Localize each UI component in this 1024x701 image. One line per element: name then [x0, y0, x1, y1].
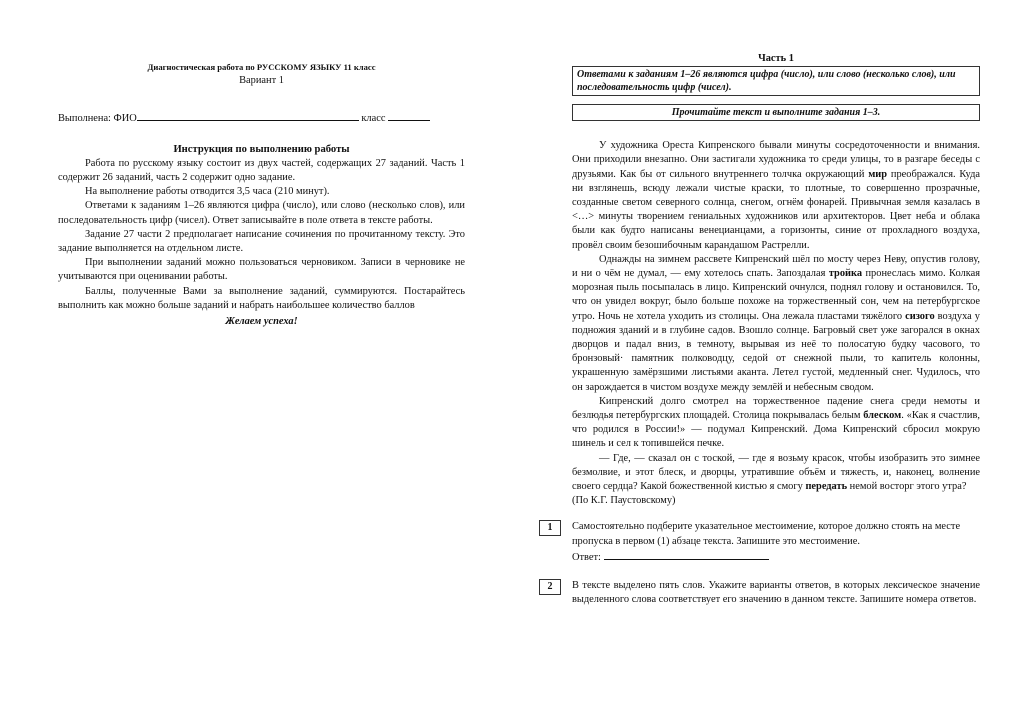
text-paragraph: [572, 139, 980, 253]
text-paragraph: [572, 452, 980, 495]
text-paragraph: [572, 253, 980, 395]
instruction-body: [58, 157, 465, 313]
class-label: класс: [361, 113, 386, 125]
task-1: [547, 520, 980, 565]
highlighted-word: передать: [805, 481, 848, 493]
task-number: 2: [539, 579, 561, 595]
document-title: Диагностическая работа по РУССКОМУ ЯЗЫКУ 11 класс: [147, 62, 376, 72]
fio-field[interactable]: [137, 110, 359, 121]
highlighted-word: блеском: [863, 410, 902, 422]
text-fragment: пронеслась мимо. Колкая морозная пыль посыпалась в лицо. Кипренский очнулся, поднял голову и остановился. То, что он увидел вокруг, было больше похоже на торжественный сон, чем на петербургское утро. Ночь не хотела уходить из столицы. Она лежала пластами тяжёлого: [572, 268, 980, 322]
text-paragraph: [572, 395, 980, 452]
text-fragment: У художника Ореста Кипренского бывали минуты сосредоточенности и внимания. Они приходили внезапно. Они застигали художника то среди улицы, то в разгаре беседы с друзьями. Как бы от сильного внутреннего толчка окружающий: [572, 140, 980, 180]
text-fragment: Кипренский долго смотрел на торжественное падение снега среди немоты и безлюдья петербургских площадей. Столица покрывалась белым: [572, 395, 980, 422]
instruction-title: Инструкция по выполнению работы: [173, 143, 350, 155]
answer-label: Ответ:: [572, 551, 601, 563]
task-text: Самостоятельно подберите указательное местоимение, которое должно стоять на месте пропуска в первом (1) абзаце текста. Запишите это местоимение.: [572, 521, 961, 547]
reading-text: [572, 139, 980, 508]
part-title: Часть 1: [758, 53, 794, 64]
instruction-paragraph: Задание 27 части 2 предполагает написание сочинения по прочитанному тексту. Это задание выполняется на отдельном листе.: [58, 228, 465, 255]
instruction-paragraph: Баллы, полученные Вами за выполнение заданий, суммируются. Постарайтесь выполнить как можно больше заданий и набрать наибольшее количество баллов: [58, 285, 465, 311]
text-fragment: преображался. Куда ни взглянешь, всюду лежали чистые краски, то плотные, то совершенно прозрачные, созданные светом северного солнца, снегом, огнём фонарей. Привычная земля казалась в <…> минуты творением гениальных художников или архитекторов. Цвет неба и облака были как будто написаны венецианцами, а горизонты, синие от прохладного воздуха, провёл своим безошибочным карандашом Растрелли.: [572, 168, 980, 251]
good-luck-text: Желаем успеха!: [225, 316, 298, 328]
answer-row: [572, 549, 980, 565]
text-fragment: немой восторг этого утра?: [847, 481, 967, 493]
text-author: (По К.Г. Паустовскому): [572, 495, 676, 507]
instruction-paragraph: Работа по русскому языку состоит из двух частей, содержащих 27 заданий. Часть 1 содержит 26 заданий, часть 2 содержит одно задание.: [58, 157, 465, 184]
answer-field[interactable]: [604, 549, 769, 560]
highlighted-word: тройка: [828, 268, 863, 280]
text-fragment: . «Как я счастлив, что родился в России!» — подумал Кипренский. Дома Кипренский сбросил мокрую шинель и сел к топившейся печке.: [572, 410, 980, 450]
highlighted-word: мир: [868, 168, 888, 180]
answers-note-box: Ответами к заданиям 1–26 являются цифра (число), или слово (несколько слов), или последовательность цифр (чисел).: [572, 66, 980, 96]
text-fragment: — Где, — сказал он с тоской, — где я возьму красок, чтобы изобразить это зимнее безмолвие, и этот блеск, и дворцы, утратившие объём и тяжесть, и, наконец, волнение своего сердца? Какой божественной кистью я смогу: [572, 452, 980, 493]
text-fragment: воздуха у подножия зданий и в глубине садов. Взошло солнце. Багровый свет уже загорался в окнах дворцов и падал вниз, в темноту, вырывая из неё то полосатую будку часового, то бронзовый· памятник полководцу, седой от снежной пыли, то капитель колонны, украшенную замёрзшими листьями аканта. Летел густой, медленный снег. Чудилось, что он зарождается в чистом воздухе между землёй и небесным сводом.: [572, 310, 980, 393]
fio-row: [58, 110, 465, 126]
instruction-paragraph: На выполнение работы отводится 3,5 часа (210 минут).: [85, 186, 330, 198]
instruction-paragraph: При выполнении заданий можно пользоваться черновиком. Записи в черновике не учитываются при оценивании работы.: [58, 257, 465, 283]
highlighted-word: сизого: [905, 310, 935, 322]
variant-label: Вариант 1: [239, 75, 284, 87]
task-2: [547, 579, 980, 607]
class-field[interactable]: [388, 110, 430, 121]
instruction-paragraph: Ответами к заданиям 1–26 являются цифра (число), или слово (несколько слов), или последовательность цифр (чисел). Ответ записывайте в поле ответа в тексте работы.: [58, 200, 465, 226]
text-fragment: Однажды на зимнем рассвете Кипренский шёл по мосту через Неву, опустив голову, и ни о чём не думал, — ему хотелось спать. Запоздалая: [572, 253, 980, 280]
right-column: [547, 52, 980, 608]
read-note-box: Прочитайте текст и выполните задания 1–3.: [572, 104, 980, 121]
task-number: 1: [539, 520, 561, 536]
task-text: В тексте выделено пять слов. Укажите варианты ответов, в которых лексическое значение выделенного слова соответствует его значению в данном тексте. Запишите номера ответов.: [572, 580, 980, 606]
left-column: [58, 60, 465, 329]
fio-label: Выполнена: ФИО: [58, 113, 137, 125]
